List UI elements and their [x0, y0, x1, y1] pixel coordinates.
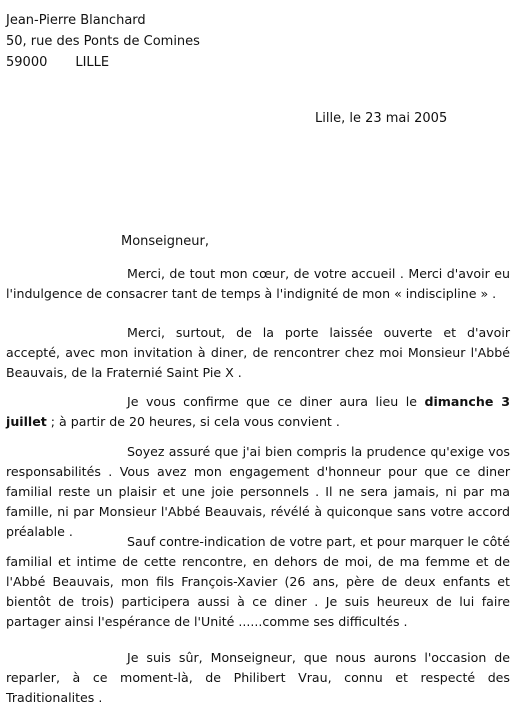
- sender-city-line: [6, 52, 200, 73]
- sender-name: Jean-Pierre Blanchard: [6, 13, 146, 28]
- sender-street: 50, rue des Ponts de Comines: [6, 34, 200, 49]
- paragraph-closing: Je suis sûr, Monseigneur, que nous aurons l'occasion de reparler, à ce moment-là, de Philibert Vrau, connu et respecté des Traditionalites .: [6, 650, 510, 705]
- paragraph-thanks-invitation: Merci, surtout, de la porte laissée ouverte et d'avoir accepté, avec mon invitation à diner, de rencontrer chez moi Monsieur l'Abbé Beauvais, de la Fraternié Saint Pie X .: [6, 325, 510, 380]
- paragraph-discretion-commitment: Soyez assuré que j'ai bien compris la prudence qu'exige vos responsabilités . Vous avez mon engagement d'honneur pour que ce diner familial reste un plaisir et une joie personnels . Il ne sera jamais, ni par ma famille, ni par Monsieur l'Abbé Beauvais, révélé à quiconque sans votre accord préalable .: [6, 444, 510, 539]
- sender-city: LILLE: [75, 55, 110, 70]
- paragraph-dinner-confirmation: [6, 392, 510, 432]
- salutation: Monseigneur,: [121, 234, 209, 249]
- letter-date: Lille, le 23 mai 2005: [315, 111, 448, 126]
- paragraph-thanks-welcome: Merci, de tout mon cœur, de votre accueil . Merci d'avoir eu l'indulgence de consacrer tant de temps à l'indignité de mon « indiscipline » .: [6, 266, 510, 301]
- confirmation-text-start: Je vous confirme que ce diner aura lieu le: [127, 394, 425, 409]
- sender-address-block: [6, 10, 200, 73]
- confirmation-text-end: ; à partir de 20 heures, si cela vous convient .: [46, 414, 340, 429]
- paragraph-guests: Sauf contre-indication de votre part, et pour marquer le côté familial et intime de cette rencontre, en dehors de moi, de ma femme et de l'Abbé Beauvais, mon fils François-Xavier (26 ans, père de deux enfants et bientôt de trois) participera aussi à ce diner . Je suis heureux de lui faire partager ainsi l'espérance de l'Unité ......comme ses difficultés .: [6, 534, 510, 629]
- sender-postcode: 59000: [6, 55, 48, 70]
- dinner-date-highlight: dimanche 3 juillet: [6, 394, 510, 429]
